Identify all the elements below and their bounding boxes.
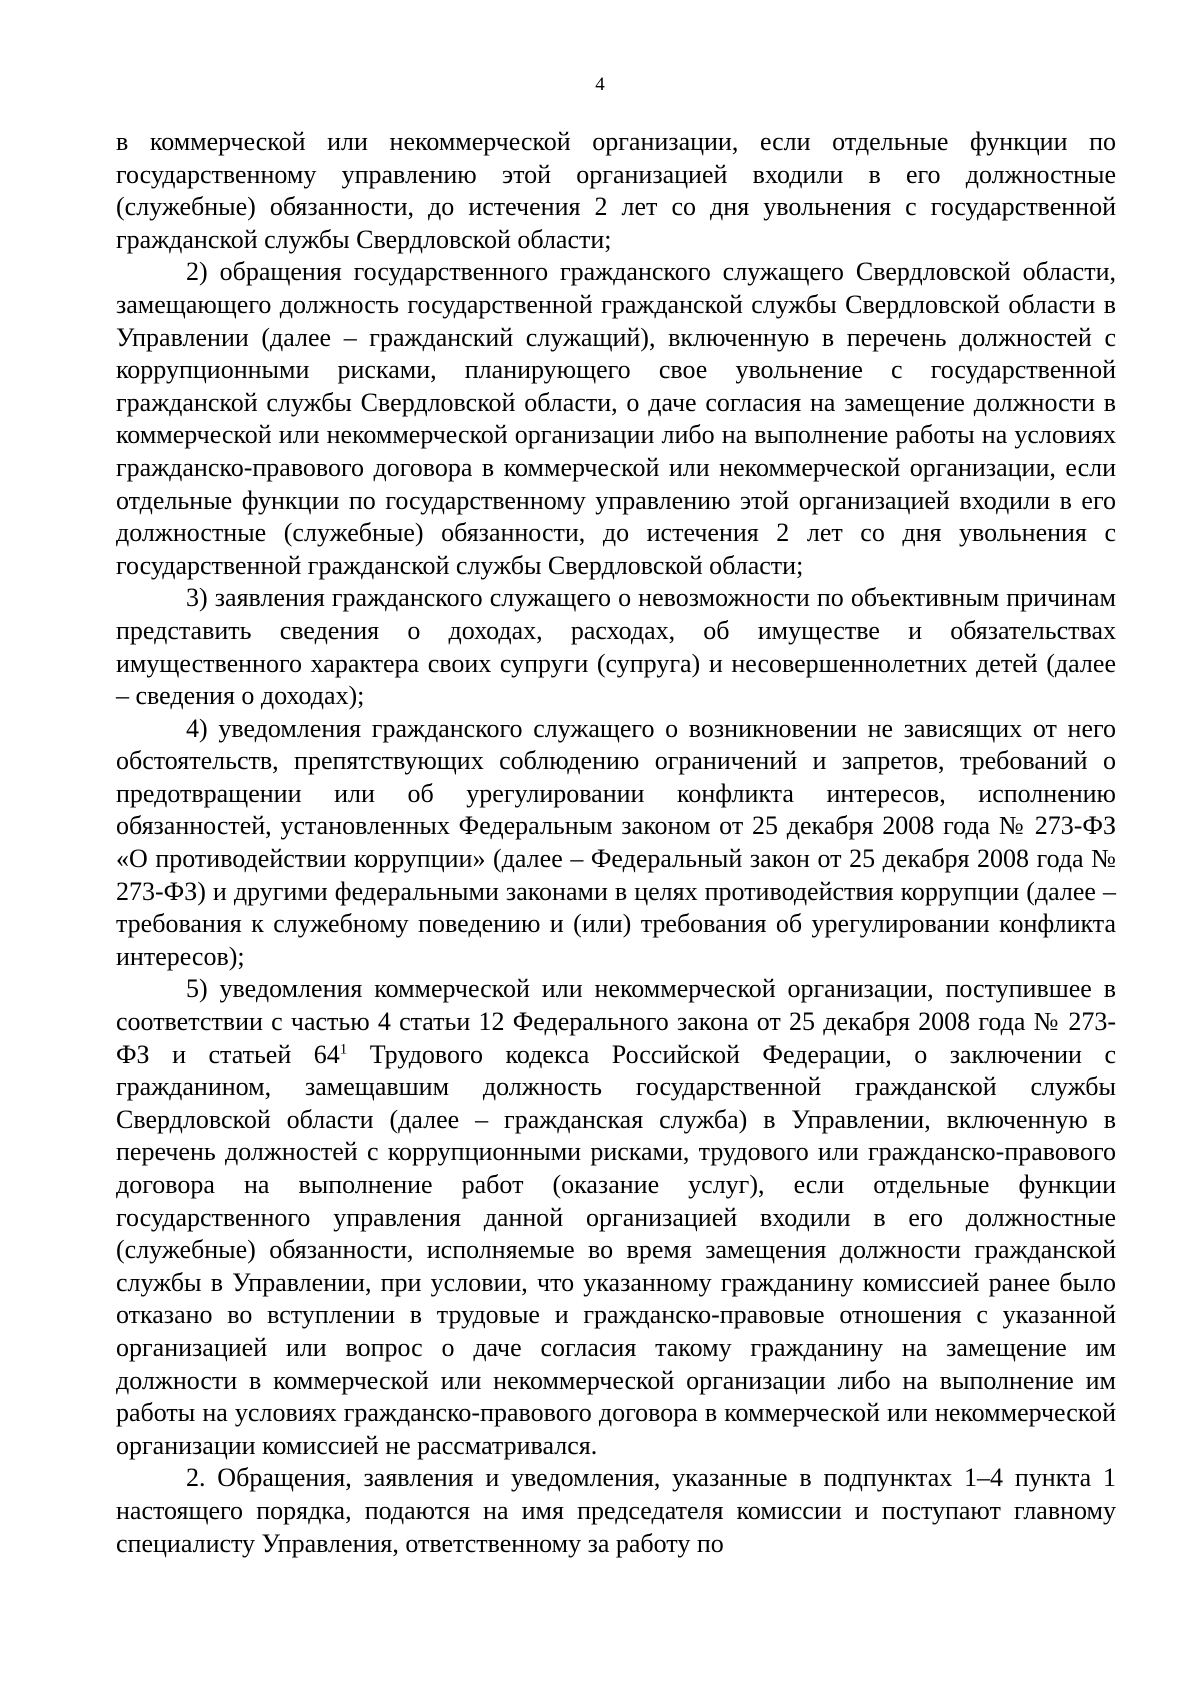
paragraph-item-5-end: Трудового кодекса Российской Федерации, о заключении с гражданином, замещавшим должность государственной гражданской службы Свердловской области (далее – гражданская служба) в Управлении, включенную в перечень должностей с коррупционными рисками, трудового или гражданско-правового договора на выполнение работ (оказание услуг), если отдельные функции государственного управления данной организацией входили в его должностные (служебные) обязанности, исполняемые во время замещения должности гражданской службы в Управлении, при условии, что указанному гражданину комиссией ранее было отказано во вступлении в трудовые и гражданско-правовые отношения с указанной организацией или вопрос о даче согласия такому гражданину на замещение им должности в коммерческой или некоммерческой организации либо на выполнение им работы на условиях гражданско-правового договора в коммерческой или некоммерческой организации комиссией не рассматривался. (116, 1039, 1116, 1460)
paragraph-item-5 (116, 973, 1116, 1462)
paragraph-item-5-start: 5) уведомления коммерческой или некоммерческой организации, поступившее в соответствии с частью 4 статьи 12 Федерального закона от 25 декабря 2008 года № 273-ФЗ и статьей 64 (116, 974, 1116, 1069)
page-number: 4 (595, 74, 605, 95)
paragraph-item-2: 2) обращения государственного гражданского служащего Свердловской области, замещающего должность государственной гражданской службы Свердловской области в Управлении (далее – гражданский служащий), включенную в перечень должностей с коррупционными рисками, планирующего свое увольнение с государственной гражданской службы Свердловской области, о даче согласия на замещение должности в коммерческой или некоммерческой организации либо на выполнение работы на условиях гражданско-правового договора в коммерческой или некоммерческой организации, если отдельные функции по государственному управлению этой организацией входили в его должностные (служебные) обязанности, до истечения 2 лет со дня увольнения с государственной гражданской службы Свердловской области; (116, 257, 1116, 580)
paragraph-point-2: 2. Обращения, заявления и уведомления, указанные в подпунктах 1–4 пункта 1 настоящего порядка, подаются на имя председателя комиссии и поступают главному специалисту Управления, ответственному за работу по (116, 1463, 1116, 1558)
paragraph-item-4: 4) уведомления гражданского служащего о возникновении не зависящих от него обстоятельств, препятствующих соблюдению ограничений и запретов, требований о предотвращении или об урегулировании конфликта интересов, исполнению обязанностей, установленных Федеральным законом от 25 декабря 2008 года № 273-ФЗ «О противодействии коррупции» (далее – Федеральный закон от 25 декабря 2008 года № 273-ФЗ) и другими федеральными законами в целях противодействия коррупции (далее – требования к служебному поведению и (или) требования об урегулировании конфликта интересов); (116, 713, 1116, 971)
paragraph-item-3: 3) заявления гражданского служащего о невозможности по объективным причинам представить сведения о доходах, расходах, об имуществе и обязательствах имущественного характера своих супруги (супруга) и несовершеннолетних детей (далее – сведения о доходах); (116, 583, 1116, 711)
paragraph-continuation: в коммерческой или некоммерческой организации, если отдельные функции по государственному управлению этой организацией входили в его должностные (служебные) обязанности, до истечения 2 лет со дня увольнения с государственной гражданской службы Свердловской области; (116, 127, 1116, 254)
article-superscript: 1 (339, 1040, 348, 1057)
document-body (116, 126, 1116, 1560)
